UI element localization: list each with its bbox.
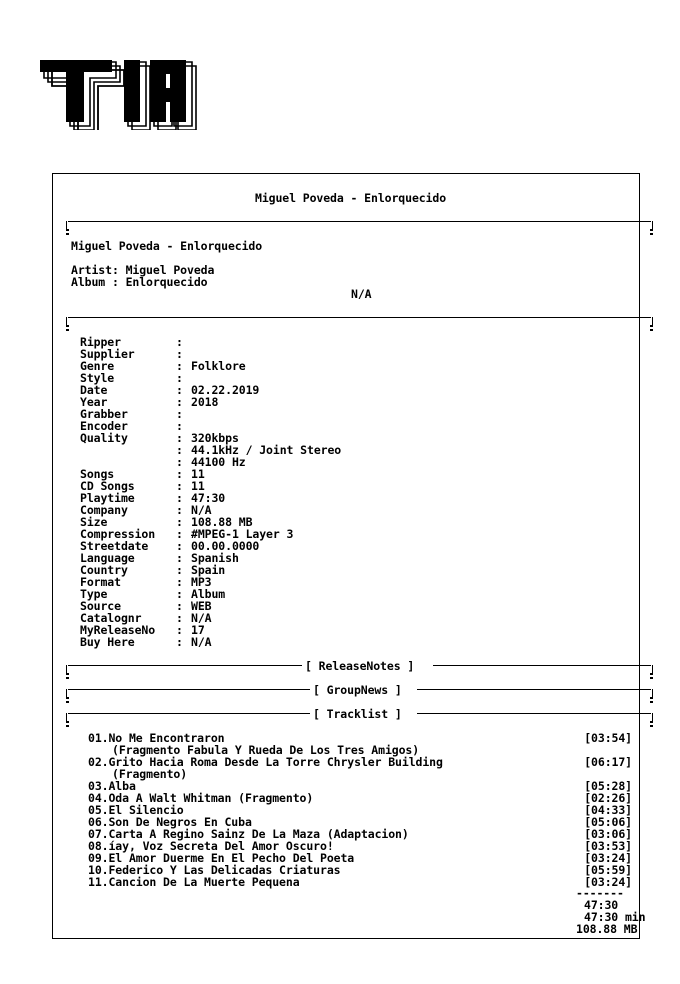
info-key: Genre — [80, 359, 115, 373]
info-colon: : — [176, 575, 183, 589]
info-key: Quality — [80, 431, 128, 445]
info-colon: : — [176, 419, 183, 433]
info-colon: : — [176, 635, 183, 649]
info-key: Ripper — [80, 335, 121, 349]
info-value: Album — [191, 587, 226, 601]
info-colon: : — [176, 599, 183, 613]
track-name: 04.Oda A Walt Whitman (Fragmento) — [88, 791, 314, 805]
info-colon: : — [176, 443, 183, 457]
track-time: [05:59] — [584, 863, 632, 877]
info-key: Streetdate — [80, 539, 149, 553]
group-news-title: [ GroupNews ] — [313, 683, 402, 697]
info-value: N/A — [191, 503, 212, 517]
info-key: Buy Here — [80, 635, 135, 649]
divider — [66, 317, 653, 325]
info-colon: : — [176, 467, 183, 481]
info-key: Size — [80, 515, 108, 529]
info-value: MP3 — [191, 575, 212, 589]
release-notes-title: [ ReleaseNotes ] — [305, 659, 415, 673]
album-na: N/A — [351, 287, 372, 301]
total-playtime: 47:30 — [584, 898, 619, 912]
info-colon: : — [176, 539, 183, 553]
info-colon: : — [176, 431, 183, 445]
info-value: 02.22.2019 — [191, 383, 260, 397]
info-key: Catalognr — [80, 611, 142, 625]
album-line: Album : Enlorquecido — [71, 275, 208, 289]
track-name-continued: (Fragmento Fabula Y Rueda De Los Tres Amigos) — [112, 743, 420, 757]
divider-dots — [650, 721, 653, 729]
info-colon: : — [176, 371, 183, 385]
info-key: Compression — [80, 527, 156, 541]
info-colon: : — [176, 527, 183, 541]
header-title: Miguel Poveda - Enlorquecido — [255, 191, 447, 205]
info-value: 00.00.0000 — [191, 539, 260, 553]
divider-dots — [650, 229, 653, 237]
totals-separator: ------- — [576, 886, 624, 900]
info-key: Songs — [80, 467, 115, 481]
info-value: 320kbps — [191, 431, 239, 445]
info-key: Language — [80, 551, 135, 565]
divider-dots — [650, 673, 653, 681]
divider-dots — [66, 325, 69, 333]
info-value: 108.88 MB — [191, 515, 253, 529]
info-colon: : — [176, 359, 183, 373]
info-colon: : — [176, 335, 183, 349]
info-value: Spain — [191, 563, 226, 577]
tracklist-title: [ Tracklist ] — [313, 707, 402, 721]
track-name-continued: (Fragmento) — [112, 767, 188, 781]
info-value: 11 — [191, 479, 205, 493]
divider-dots — [66, 673, 69, 681]
info-key: Date — [80, 383, 108, 397]
track-time: [03:53] — [584, 839, 632, 853]
info-colon: : — [176, 515, 183, 529]
info-key: Country — [80, 563, 128, 577]
info-value: 44.1kHz / Joint Stereo — [191, 443, 342, 457]
info-key: Company — [80, 503, 128, 517]
track-time: [05:06] — [584, 815, 632, 829]
track-name: 08.íay, Voz Secreta Del Amor Oscuro! — [88, 839, 334, 853]
info-value: 11 — [191, 467, 205, 481]
album-title-line: Miguel Poveda - Enlorquecido — [71, 239, 263, 253]
track-name: 09.El Amor Duerme En El Pecho Del Poeta — [88, 851, 355, 865]
track-name: 10.Federico Y Las Delicadas Criaturas — [88, 863, 341, 877]
track-time: [04:33] — [584, 803, 632, 817]
track-time: [03:24] — [584, 875, 632, 889]
info-key: Year — [80, 395, 108, 409]
info-colon: : — [176, 395, 183, 409]
track-time: [03:24] — [584, 851, 632, 865]
track-time: [06:17] — [584, 755, 632, 769]
divider-dots — [66, 721, 69, 729]
info-value: 44100 Hz — [191, 455, 246, 469]
total-size: 108.88 MB — [576, 922, 638, 936]
divider — [66, 221, 653, 229]
track-name: 02.Grito Hacia Roma Desde La Torre Chrysler Building — [88, 755, 443, 769]
track-time: [02:26] — [584, 791, 632, 805]
info-colon: : — [176, 611, 183, 625]
info-key: Playtime — [80, 491, 135, 505]
total-playtime-min: 47:30 min — [584, 910, 646, 924]
track-name: 05.El Silencio — [88, 803, 184, 817]
divider-dots — [66, 229, 69, 237]
track-name: 06.Son De Negros En Cuba — [88, 815, 252, 829]
info-colon: : — [176, 623, 183, 637]
info-key: Style — [80, 371, 115, 385]
info-colon: : — [176, 587, 183, 601]
info-colon: : — [176, 563, 183, 577]
track-name: 03.Alba — [88, 779, 136, 793]
tia-logo — [40, 58, 202, 130]
info-value: Folklore — [191, 359, 246, 373]
info-key: Type — [80, 587, 108, 601]
info-value: WEB — [191, 599, 212, 613]
info-colon: : — [176, 479, 183, 493]
info-colon: : — [176, 455, 183, 469]
info-value: N/A — [191, 611, 212, 625]
info-colon: : — [176, 551, 183, 565]
divider-dots — [650, 697, 653, 705]
info-colon: : — [176, 491, 183, 505]
info-colon: : — [176, 503, 183, 517]
info-key: Supplier — [80, 347, 135, 361]
info-colon: : — [176, 347, 183, 361]
info-value: N/A — [191, 635, 212, 649]
track-row — [88, 876, 636, 888]
info-value: 17 — [191, 623, 205, 637]
info-key: CD Songs — [80, 479, 135, 493]
info-key: Encoder — [80, 419, 128, 433]
info-colon: : — [176, 407, 183, 421]
info-value: #MPEG-1 Layer 3 — [191, 527, 294, 541]
track-name: 07.Carta A Regino Sainz De La Maza (Adaptacion) — [88, 827, 409, 841]
info-value: Spanish — [191, 551, 239, 565]
info-key: Format — [80, 575, 121, 589]
info-key: Source — [80, 599, 121, 613]
info-value: 2018 — [191, 395, 219, 409]
info-key: MyReleaseNo — [80, 623, 156, 637]
info-value: 47:30 — [191, 491, 226, 505]
info-colon: : — [176, 383, 183, 397]
track-name: 11.Cancion De La Muerte Pequena — [88, 875, 300, 889]
divider-dots — [66, 697, 69, 705]
info-key: Grabber — [80, 407, 128, 421]
artist-line: Artist: Miguel Poveda — [71, 263, 215, 277]
divider-dots — [650, 325, 653, 333]
track-name: 01.No Me Encontraron — [88, 731, 225, 745]
track-time: [03:06] — [584, 827, 632, 841]
track-time: [05:28] — [584, 779, 632, 793]
track-time: [03:54] — [584, 731, 632, 745]
